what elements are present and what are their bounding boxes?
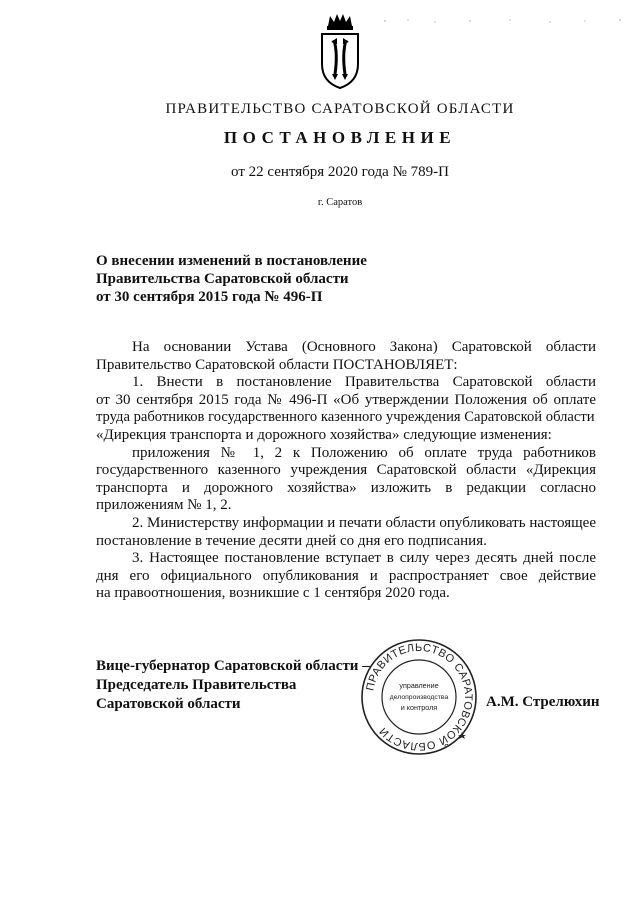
body-line: государственного казенного учреждения Саратовской области «Дирекция: [96, 462, 596, 479]
date-number: от 22 сентября 2020 года № 789-П: [231, 164, 449, 180]
body-line: 2. Министерству информации и печати области опубликовать настоящее: [132, 514, 596, 531]
body-line: На основании Устава (Основного Закона) Саратовской области: [132, 339, 596, 355]
body-line: транспорта и дорожного хозяйства» изложить в редакции согласно: [96, 479, 596, 496]
body-line: «Дирекция транспорта и дорожного хозяйства» следующие изменения:: [96, 426, 552, 443]
body-line: постановление в течение десяти дней со дня его подписания.: [96, 532, 487, 549]
position-line: Председатель Правительства: [96, 677, 297, 693]
signatory-name: А.М. Стрелюхин: [486, 694, 600, 710]
subject-line: от 30 сентября 2015 года № 496-П: [96, 289, 323, 305]
body-line: на правоотношения, возникшие с 1 сентября 2020 года.: [96, 585, 450, 602]
position-line: Саратовской области: [96, 696, 241, 712]
government-title: ПРАВИТЕЛЬСТВО САРАТОВСКОЙ ОБЛАСТИ: [165, 101, 515, 117]
stamp-center-line: и контроля: [400, 703, 438, 712]
document-type: ПОСТАНОВЛЕНИЕ: [223, 128, 457, 147]
stamp-center-line: управление: [399, 681, 439, 690]
body-line: Правительство Саратовской области ПОСТАНОВЛЯЕТ:: [96, 356, 458, 373]
body-text: [96, 339, 596, 603]
subject-line: Правительства Саратовской области: [96, 271, 349, 287]
body-line: приложениям № 1, 2.: [96, 497, 232, 514]
official-stamp: [359, 637, 479, 757]
city: г. Саратов: [317, 197, 363, 208]
body-line: дня его официального опубликования и распространяет свое действие: [96, 567, 596, 584]
body-line: приложения № 1, 2 к Положению об оплате труда работников: [132, 444, 596, 461]
stamp-center-line: делопроизводства: [389, 694, 449, 701]
subject-block: [96, 252, 367, 306]
stamp-ring-text: ПРАВИТЕЛЬСТВО САРАТОВСКОЙ ОБЛАСТИ: [364, 641, 475, 753]
position-line: Вице-губернатор Саратовской области –: [96, 658, 370, 674]
saratov-coat-of-arms-icon: [317, 12, 363, 90]
signatory-position: [96, 657, 370, 714]
scan-noise-dots: [380, 16, 630, 26]
body-line: от 30 сентября 2015 года № 496-П «Об утверждении Положения об оплате: [96, 391, 596, 408]
body-line: 1. Внести в постановление Правительства Саратовской области: [132, 374, 596, 391]
body-line: 3. Настоящее постановление вступает в силу через десять дней после: [132, 550, 596, 567]
body-line: труда работников государственного казенного учреждения Саратовской области: [96, 409, 595, 426]
subject-line: О внесении изменений в постановление: [96, 253, 367, 269]
